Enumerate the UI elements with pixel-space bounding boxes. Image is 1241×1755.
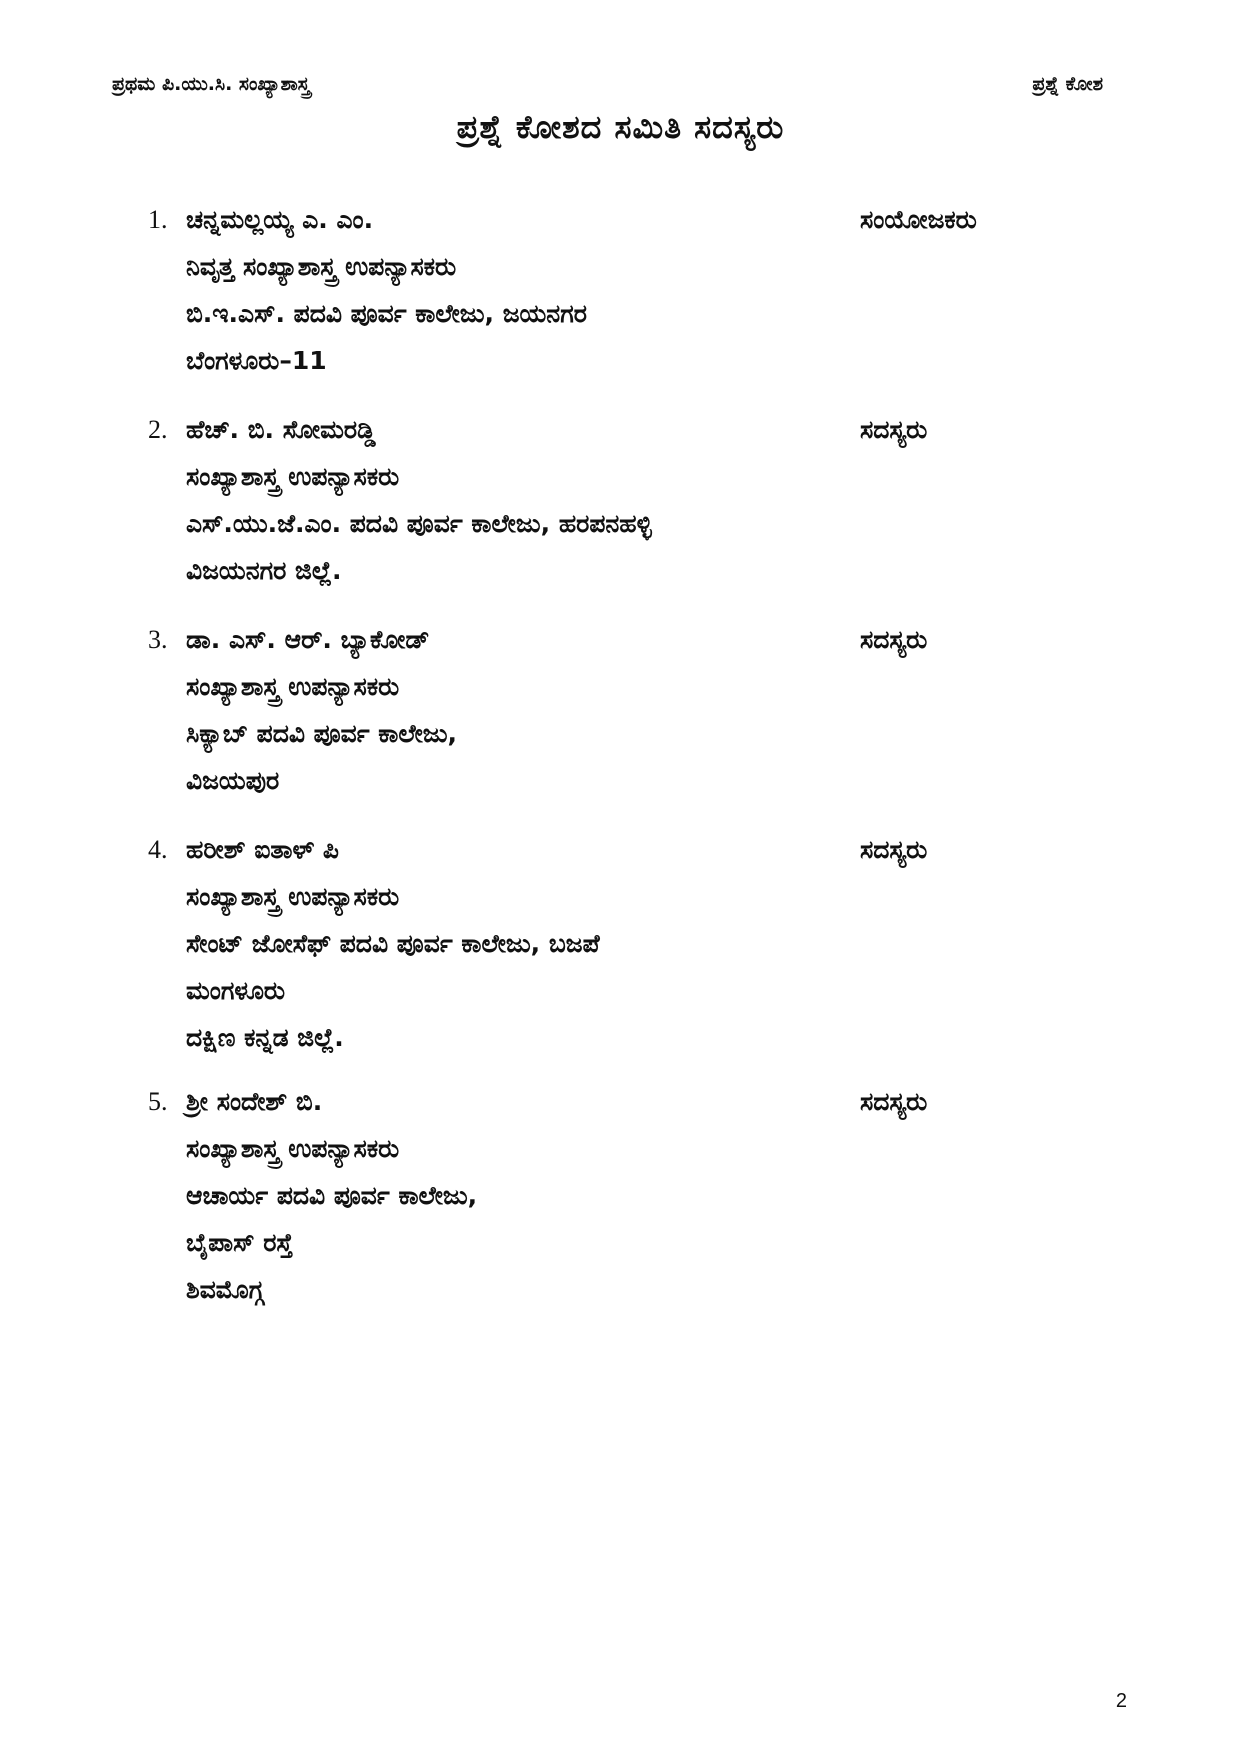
- member-3-name: ಡಾ. ಎಸ್. ಆರ್. ಬ್ಯಾಕೋಡ್: [186, 625, 430, 654]
- member-1-line-3: ಬೆಂಗಳೂರು–11: [186, 346, 327, 375]
- member-4-line-3: ಮಂಗಳೂರು: [186, 976, 286, 1005]
- member-4-number: 4.: [148, 835, 168, 864]
- page-number: 2: [1115, 1690, 1127, 1712]
- member-4-line-1: ಸಂಖ್ಯಾಶಾಸ್ತ್ರ ಉಪನ್ಯಾಸಕರು: [186, 882, 400, 911]
- member-1-name: ಚನ್ನಮಲ್ಲಯ್ಯ ಎ. ಎಂ.: [186, 205, 374, 234]
- member-2-role: ಸದಸ್ಯರು: [860, 415, 928, 444]
- header-left: ಪ್ರಥಮ ಪಿ.ಯು.ಸಿ. ಸಂಖ್ಯಾಶಾಸ್ತ್ರ: [112, 73, 310, 95]
- member-2-line-2: ಎಸ್.ಯು.ಜೆ.ಎಂ. ಪದವಿ ಪೂರ್ವ ಕಾಲೇಜು, ಹರಪನಹಳ್ಳಿ: [186, 509, 652, 538]
- member-2-name: ಹೆಚ್. ಬಿ. ಸೋಮರಡ್ಡಿ: [186, 415, 376, 444]
- member-2-number: 2.: [148, 415, 168, 444]
- member-2-line-1: ಸಂಖ್ಯಾಶಾಸ್ತ್ರ ಉಪನ್ಯಾಸಕರು: [186, 462, 400, 491]
- member-4-line-4: ದಕ್ಷಿಣ ಕನ್ನಡ ಜಿಲ್ಲೆ.: [186, 1023, 344, 1052]
- member-3-line-1: ಸಂಖ್ಯಾಶಾಸ್ತ್ರ ಉಪನ್ಯಾಸಕರು: [186, 672, 400, 701]
- member-4-line-2: ಸೇಂಟ್ ಜೋಸೆಫ್ ಪದವಿ ಪೂರ್ವ ಕಾಲೇಜು, ಬಜಪೆ: [186, 929, 600, 958]
- member-1-role: ಸಂಯೋಜಕರು: [860, 205, 977, 234]
- member-5-line-3: ಬೈಪಾಸ್ ರಸ್ತೆ: [186, 1228, 293, 1257]
- member-3: [148, 616, 1048, 804]
- member-5-name: ಶ್ರೀ ಸಂದೇಶ್ ಬಿ.: [186, 1087, 323, 1116]
- member-5-line-4: ಶಿವಮೊಗ್ಗ: [186, 1275, 264, 1304]
- member-4-name: ಹರೀಶ್ ಐತಾಳ್ ಪಿ: [186, 835, 339, 864]
- member-4: [148, 826, 1048, 1061]
- member-5-line-2: ಆಚಾರ್ಯ ಪದವಿ ಪೂರ್ವ ಕಾಲೇಜು,: [186, 1181, 478, 1210]
- member-1-line-2: ಬಿ.ಇ.ಎಸ್. ಪದವಿ ಪೂರ್ವ ಕಾಲೇಜು, ಜಯನಗರ: [186, 299, 587, 328]
- member-1: [148, 196, 1048, 384]
- member-3-number: 3.: [148, 625, 168, 654]
- member-2: [148, 406, 1048, 594]
- header-right: ಪ್ರಶ್ನೆ ಕೋಶ: [1032, 73, 1103, 95]
- member-5-role: ಸದಸ್ಯರು: [860, 1087, 928, 1116]
- member-3-line-3: ವಿಜಯಪುರ: [186, 766, 280, 795]
- member-5-line-1: ಸಂಖ್ಯಾಶಾಸ್ತ್ರ ಉಪನ್ಯಾಸಕರು: [186, 1134, 400, 1163]
- member-3-role: ಸದಸ್ಯರು: [860, 625, 928, 654]
- member-3-line-2: ಸಿಕ್ಯಾಬ್ ಪದವಿ ಪೂರ್ವ ಕಾಲೇಜು,: [186, 719, 458, 748]
- member-2-line-3: ವಿಜಯನಗರ ಜಿಲ್ಲೆ.: [186, 556, 342, 585]
- member-4-role: ಸದಸ್ಯರು: [860, 835, 928, 864]
- member-1-number: 1.: [148, 205, 168, 234]
- member-5: [148, 1078, 1048, 1313]
- member-5-number: 5.: [148, 1087, 168, 1116]
- page-title: ಪ್ರಶ್ನೆ ಕೋಶದ ಸಮಿತಿ ಸದಸ್ಯರು: [456, 108, 785, 146]
- member-1-line-1: ನಿವೃತ್ತ ಸಂಖ್ಯಾಶಾಸ್ತ್ರ ಉಪನ್ಯಾಸಕರು: [186, 252, 457, 281]
